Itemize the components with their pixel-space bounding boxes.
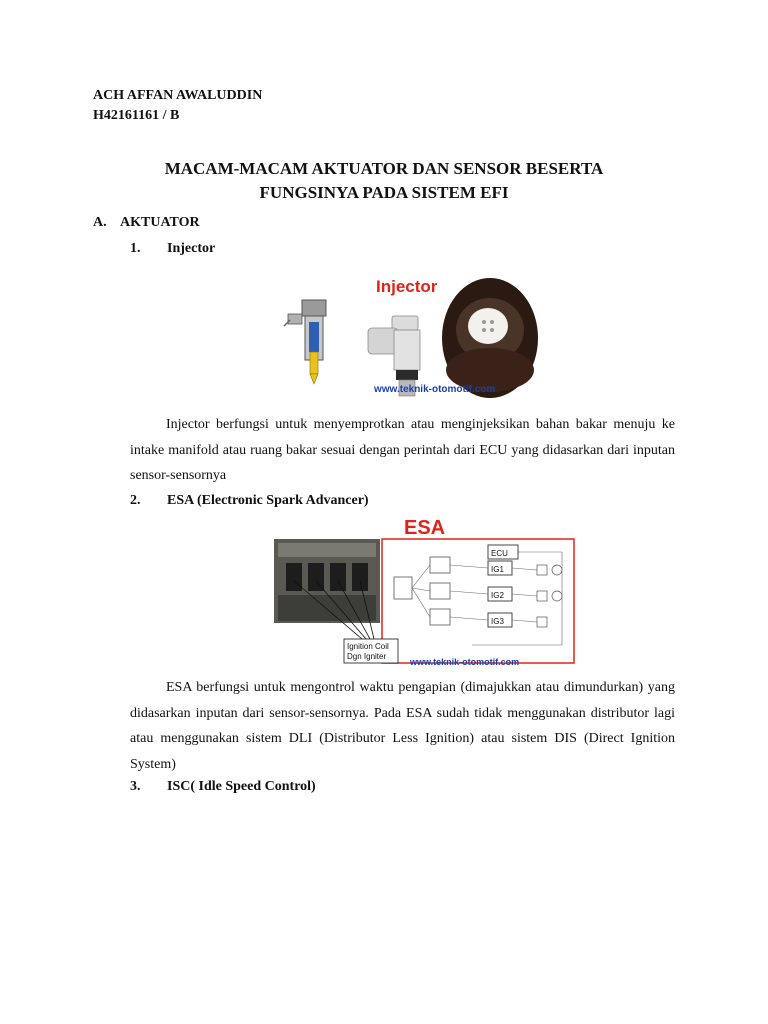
injector-figure-caption: Injector (376, 277, 438, 296)
esa-ig3-label: IG3 (491, 617, 504, 626)
item-3-number: 3. (130, 779, 141, 794)
esa-figure-caption: ESA (404, 517, 446, 539)
injector-figure (280, 270, 542, 404)
esa-ig2-label: IG2 (491, 591, 504, 600)
esa-wiring-diagram (382, 539, 574, 663)
esa-ig1-label: IG1 (491, 565, 504, 574)
item-2-number: 2. (130, 493, 141, 508)
section-title: AKTUATOR (120, 215, 200, 230)
item-1-title: Injector (167, 241, 216, 256)
document-title (93, 157, 675, 205)
title-line-2: FUNGSINYA PADA SISTEM EFI (259, 183, 509, 202)
item-1-number: 1. (130, 241, 141, 256)
item-3-title: ISC( Idle Speed Control) (167, 779, 316, 794)
item-1-text: Injector berfungsi untuk menyemprotkan atau menginjeksikan bahan bakar menuju ke intake manifold atau ruang bakar sesuai dengan perintah dari ECU yang didasarkan dari inputan sensor-sensornya (130, 417, 675, 483)
author-name: ACH AFFAN AWALUDDIN (93, 88, 263, 103)
item-2-title: ESA (Electronic Spark Advancer) (167, 493, 369, 508)
author-id: H42161161 / B (93, 108, 180, 123)
section-label: A. (93, 215, 107, 230)
injector-nozzle-image (442, 278, 538, 398)
esa-figure (272, 515, 577, 670)
esa-ecu-label: ECU (491, 549, 508, 558)
esa-coil-label-line-2: Dgn Igniter (347, 652, 387, 661)
item-1-paragraph (130, 412, 675, 489)
esa-coil-label-line-1: Ignition Coil (347, 642, 389, 651)
title-line-1: MACAM-MACAM AKTUATOR DAN SENSOR BESERTA (164, 159, 604, 178)
injector-figure-watermark: www.teknik-otomotif.com (374, 384, 496, 395)
item-2-paragraph (130, 675, 675, 777)
engine-photo-image (274, 539, 380, 623)
esa-figure-watermark: www.teknik-otomotif.com (410, 657, 520, 667)
item-2-text: ESA berfungsi untuk mengontrol waktu pengapian (dimajukkan atau dimundurkan) yang didasarkan inputan dari sensor-sensornya. Pada ESA sudah tidak menggunakan distributor lagi atau menggunakan sistem DLI (Distributor Less Ignition) atau sistem DIS (Direct Ignition System) (130, 680, 675, 772)
